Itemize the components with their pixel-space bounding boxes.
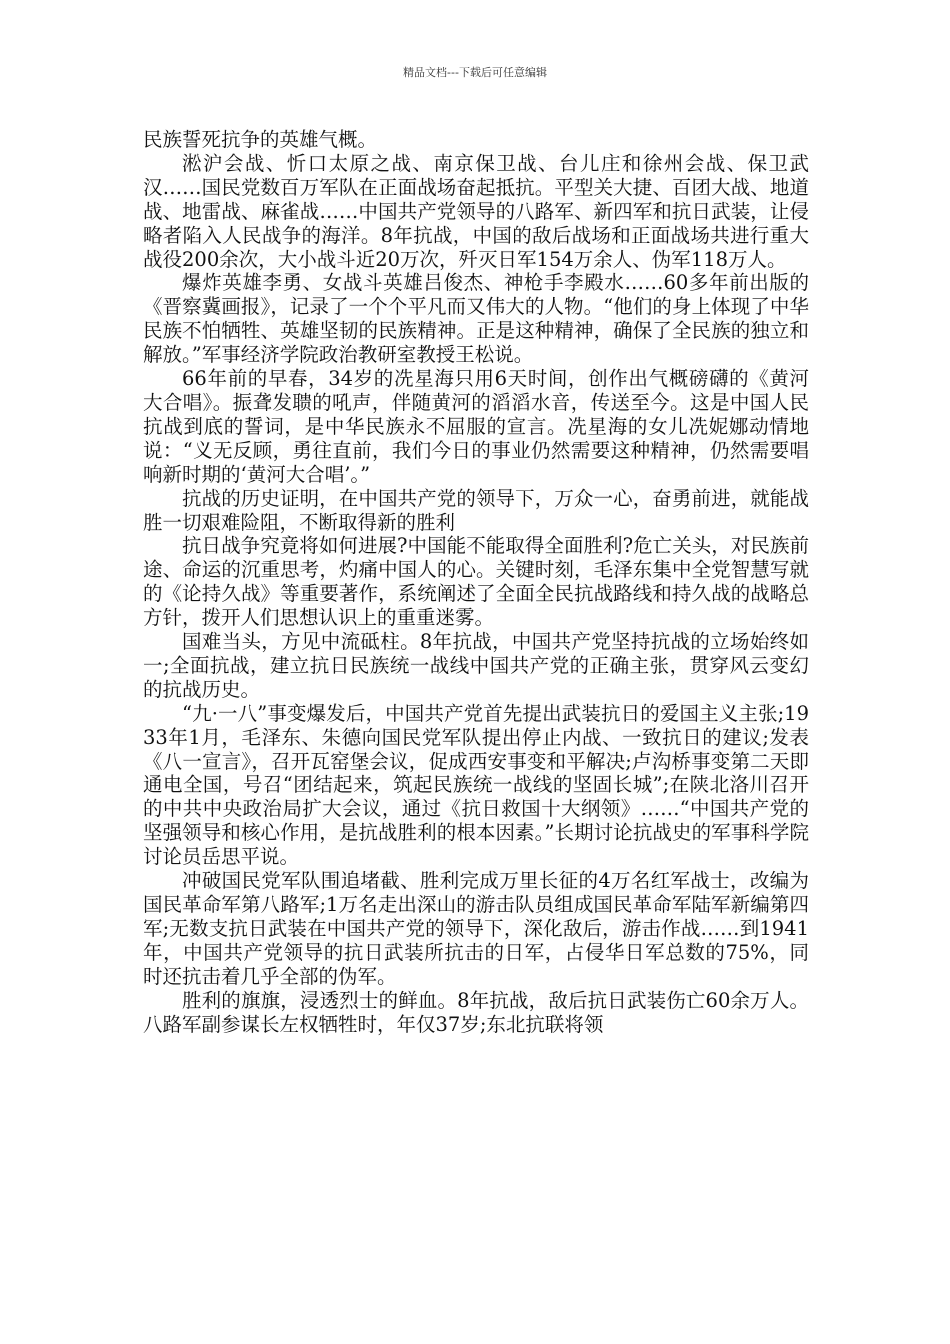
paragraph-united-front: “九·一八”事变爆发后，中国共产党首先提出武装抗日的爱国主义主张;1933年1月，毛泽东、朱德向国民党军队提出停止内战、一致抗日的建议;发表《八一宣言》，召开瓦窑堡会议，促成西安事变和平解决;卢沟桥事变第二天即通电全国，号召“团结起来，筑起民族统一战线的坚固长城”;在陕北洛川召开的中共中央政治局扩大会议，通过《抗日救国十大纲领》……“中国共产党的坚强领导和核心作用，是抗战胜利的根本因素。”长期讨论抗战史的军事科学院讨论员岳思平说。 [143,701,809,869]
paragraph-protracted-war: 抗日战争究竟将如何进展?中国能不能取得全面胜利?危亡关头，对民族前途、命运的沉重思考，灼痛中国人的心。关键时刻，毛泽东集中全党智慧写就的《论持久战》等重要著作，系统阐述了全面全民抗战路线和持久战的战略总方针，拨开人们思想认识上的重重迷雾。 [143,534,809,630]
paragraph-battles: 淞沪会战、忻口太原之战、南京保卫战、台儿庄和徐州会战、保卫武汉……国民党数百万军队在正面战场奋起抵抗。平型关大捷、百团大战、地道战、地雷战、麻雀战……中国共产党领导的八路军、新四军和抗日武装，让侵略者陷入人民战争的海洋。8年抗战，中国的敌后战场和正面战场共进行重大战役200余次，大小战斗近20万次，歼灭日军154万余人、伪军118万人。 [143,151,809,271]
document-body [143,128,809,1036]
paragraph-mainstay: 国难当头，方见中流砥柱。8年抗战，中国共产党坚持抗战的立场始终如一;全面抗战，建立抗日民族统一战线中国共产党的正确主张，贯穿风云变幻的抗战历史。 [143,630,809,701]
paragraph-yellow-river-cantata: 66年前的早春，34岁的冼星海只用6天时间，创作出气概磅礴的《黄河大合唱》。振聋发聩的吼声，伴随黄河的滔滔水音，传送至今。这是中国人民抗战到底的誓词，是中华民族永不屈服的宣言。冼星海的女儿冼妮娜动情地说：“义无反顾，勇往直前，我们今日的事业仍然需要这种精神，仍然需要唱响新时期的‘黄河大合唱’。” [143,367,809,486]
paragraph-sacrifice: 胜利的旗旗，浸透烈士的鲜血。8年抗战，敌后抗日武装伤亡60余万人。八路军副参谋长左权牺牲时，年仅37岁;东北抗联将领 [143,988,809,1036]
paragraph-continued: 民族誓死抗争的英雄气概。 [143,128,378,151]
paragraph-eighth-route-army: 冲破国民党军队围追堵截、胜利完成万里长征的4万名红军战士，改编为国民革命军第八路军;1万名走出深山的游击队员组成国民革命军陆军新编第四军;无数支抗日武装在中国共产党的领导下，深化敌后，游击作战……到1941年，中国共产党领导的抗日武装所抗击的日军，占侵华日军总数的75%，同时还抗击着几乎全部的伪军。 [143,869,809,988]
paragraph-heroes: 爆炸英雄李勇、女战斗英雄吕俊杰、神枪手李殿水……60多年前出版的《晋察冀画报》，记录了一个个平凡而又伟大的人物。“他们的身上体现了中华民族不怕牺牲、英雄坚韧的民族精神。正是这种精神，确保了全民族的独立和解放。”军事经济学院政治教研室教授王松说。 [143,271,809,367]
page-header: 精品文档---下载后可任意编辑 [403,66,547,79]
paragraph-history-proves: 抗战的历史证明，在中国共产党的领导下，万众一心，奋勇前进，就能战胜一切艰难险阻，不断取得新的胜利 [143,486,809,534]
